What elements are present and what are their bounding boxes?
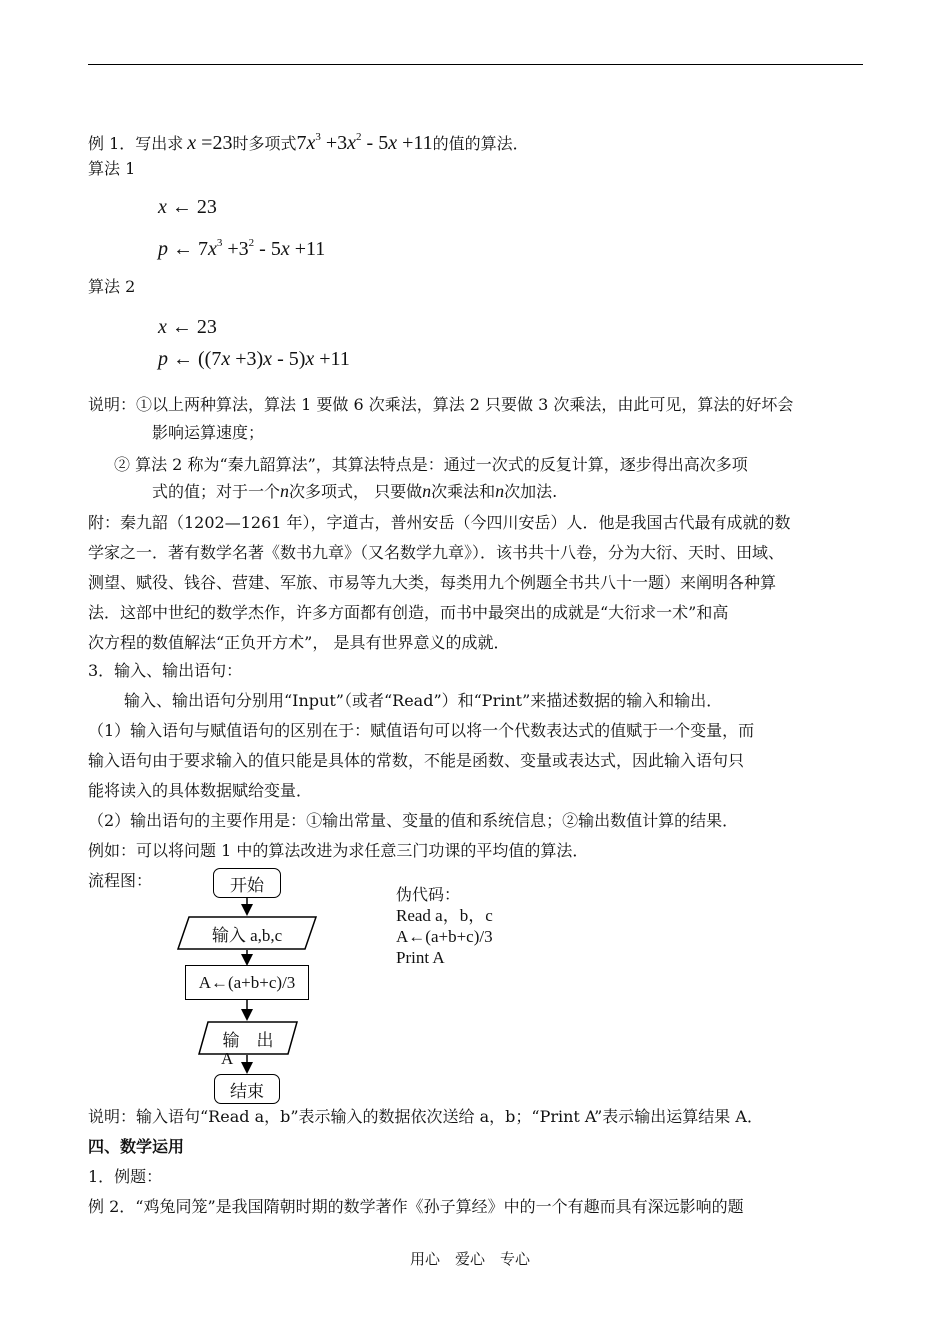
example1-prefix: 例 1．写出求 [88,134,184,153]
flowchart-assign: A←(a+b+c)/3 [185,965,309,1000]
note1-line-b: 影响运算速度； [152,423,265,442]
after-note: 说明：输入语句“Read a，b”表示输入的数据依次送给 a，b；“Print A”表示输出运算结果 A． [88,1107,763,1126]
appendix-line-3: 测望、赋役、钱谷、营建、军旅、市易等九大类，每类用九个例题全书共八十一题）来阐明各种算 [88,573,777,592]
example-heading: 1．例题： [88,1167,163,1186]
section3-heading: 3．输入、输出语句： [88,661,243,680]
appendix-line-4: 法．这部中世纪的数学杰作，许多方面都有创造，而书中最突出的成就是“大衍求一术”和高 [88,603,729,622]
example1-middle: 时多项式 [232,134,297,153]
page-footer: 用心 爱心 专心 [410,1250,531,1268]
section3-p1-a: （1）输入语句与赋值语句的区别在于：赋值语句可以将一个代数表达式的值赋于一个变量，而 [88,721,755,740]
example1-line: 例 1．写出求 x =23时多项式$7x^3 +3x^2 - 5x +11$的值的算法． [88,131,529,154]
appendix-line-1: 附：秦九韶（1202—1261 年），字道古，普州安岳（今四川安岳）人．他是我国古代最有成就的数 [88,513,791,532]
pseudocode-line3: Print A [396,948,445,967]
flowchart-output-label: 输 出 [222,1030,274,1050]
appendix-line-2: 学家之一．著有数学名著《数书九章》（又名数学九章》）．该书共十八卷，分为大衍、天时、田域、 [88,543,785,562]
section3-p1-c: 能将读入的具体数据赋给变量． [88,781,313,800]
flowchart-label: 流程图： [88,871,153,890]
pseudocode-title: 伪代码： [396,885,461,904]
appendix-line-5: 次方程的数值解法“正负开方术”， 是具有世界意义的成就． [88,633,510,652]
algo2-label: 算法 2 [88,277,136,296]
section3-p1-b: 输入语句由于要求输入的值只能是具体的常数，不能是函数、变量或表达式，因此输入语句只 [88,751,745,770]
flowchart-start: 开始 [213,868,281,898]
algo2-line1: x ← 23 [158,316,217,338]
pseudocode-line1: Read a，b，c [396,906,493,925]
flowchart-output-box [198,1021,298,1055]
section3-p3: 例如：可以将问题 1 中的算法改进为求任意三门功课的平均值的算法． [88,841,589,860]
pseudocode-line2: A←(a+b+c)/3 [396,927,493,946]
flowchart-input-box [177,916,317,950]
example1-suffix: 的值的算法． [432,134,529,153]
note1-line-a: 说明：①以上两种算法，算法 1 要做 6 次乘法，算法 2 只要做 3 次乘法，由此可见，算法的好坏会 [88,395,794,414]
example2-line: 例 2．“鸡兔同笼”是我国隋朝时期的数学著作《孙子算经》中的一个有趣而具有深远影响的题 [88,1197,744,1216]
note2-line-b: 式的值；对于一个n次多项式， 只要做n次乘法和n次加法. [152,481,558,501]
algo1-label: 算法 1 [88,159,136,178]
section3-p2: （2）输出语句的主要作用是：①输出常量、变量的值和系统信息；②输出数值计算的结果． [88,811,739,830]
note2-line-a: ② 算法 2 称为“秦九韶算法”，其算法特点是：通过一次式的反复计算，逐步得出高次多项 [114,455,748,474]
algo1-line1: x ← 23 [158,196,217,218]
flowchart-input-label: 输入 a,b,c [211,925,283,945]
flowchart-end: 结束 [214,1074,280,1104]
section3-intro: 输入、输出语句分别用“Input”（或者“Read”）和“Print”来描述数据的输入和输出． [124,691,723,710]
flowchart-output-var: A [221,1049,234,1068]
algo1-line2: p ← $7x^3 +3^2 - 5x +11$ [158,237,326,260]
section4-heading: 四、数学运用 [88,1137,185,1156]
algo2-line2: p ← ((7x +3)x - 5)x +11 [158,348,350,370]
